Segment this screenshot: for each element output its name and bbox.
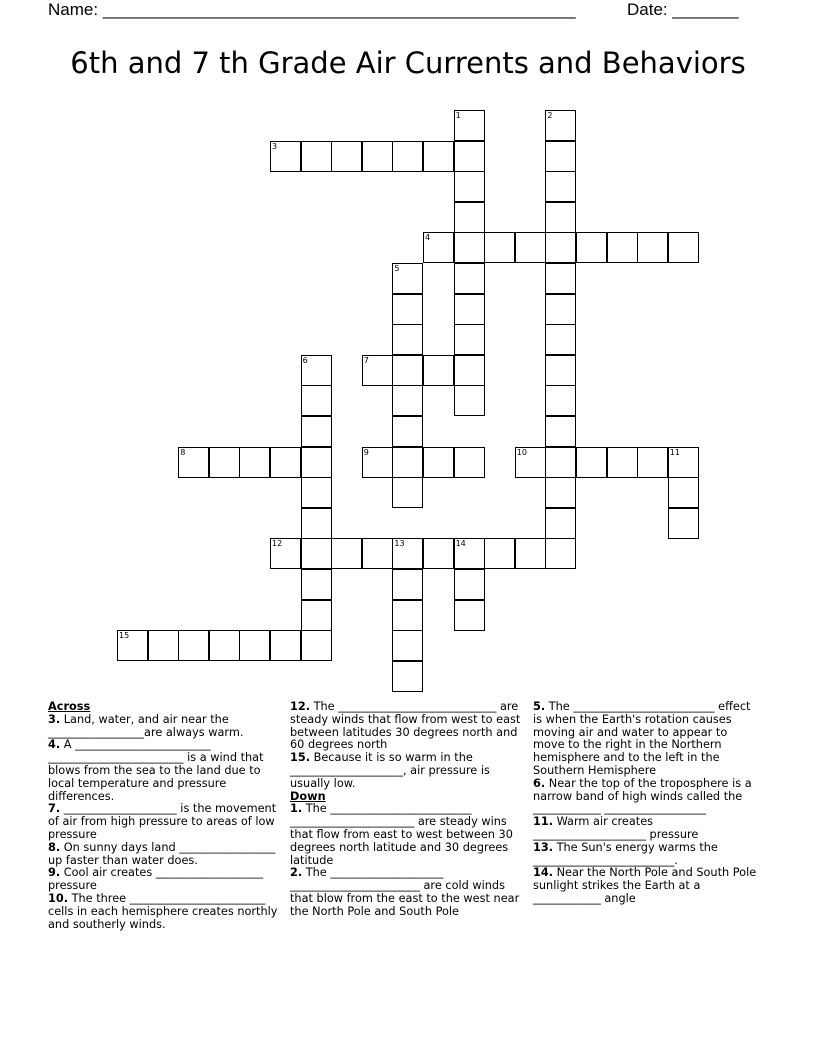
grid-cell[interactable] bbox=[392, 538, 423, 569]
grid-cell[interactable] bbox=[668, 232, 699, 263]
grid-cell[interactable] bbox=[423, 538, 454, 569]
grid-cell[interactable] bbox=[392, 569, 423, 600]
grid-cell[interactable] bbox=[515, 538, 546, 569]
clue-down-2: 2. The ____________________ _______________________ are cold winds that blow from the east to the west near the North Pole and South Pole bbox=[290, 866, 520, 918]
grid-cell[interactable] bbox=[576, 447, 607, 478]
grid-cell[interactable] bbox=[484, 538, 515, 569]
grid-cell[interactable] bbox=[668, 477, 699, 508]
grid-cell[interactable] bbox=[545, 508, 576, 539]
grid-cell[interactable] bbox=[454, 600, 485, 631]
grid-cell[interactable] bbox=[392, 477, 423, 508]
grid-cell[interactable] bbox=[454, 232, 485, 263]
grid-cell[interactable] bbox=[545, 263, 576, 294]
clue-across-10: 10. The three ________________________ cells in each hemisphere creates northly and southerly winds. bbox=[48, 891, 278, 931]
name-blank[interactable]: __________________________________________________ bbox=[102, 0, 576, 19]
clue-number: 8 bbox=[180, 447, 186, 457]
date-label: Date: bbox=[627, 0, 668, 19]
grid-cell[interactable] bbox=[668, 447, 699, 478]
clue-number: 4 bbox=[425, 233, 431, 243]
grid-cell[interactable] bbox=[545, 171, 576, 202]
grid-cell[interactable] bbox=[454, 141, 485, 172]
clue-number: 1 bbox=[455, 111, 461, 120]
grid-cell[interactable] bbox=[423, 447, 454, 478]
grid-cell[interactable] bbox=[178, 630, 209, 661]
grid-cell[interactable] bbox=[545, 294, 576, 325]
clue-number: 13 bbox=[394, 539, 405, 549]
grid-cell[interactable] bbox=[301, 355, 332, 386]
grid-cell[interactable] bbox=[392, 141, 423, 172]
clue-down-5: 5. The _________________________ effect is when the Earth's rotation causes moving air and water to appear to move to the right in the Northern hemisphere and to the left in the Southern Hemisphere bbox=[533, 700, 751, 777]
grid-cell[interactable] bbox=[454, 447, 485, 478]
grid-cell[interactable] bbox=[545, 202, 576, 233]
grid-cell[interactable] bbox=[301, 447, 332, 478]
grid-cell[interactable] bbox=[209, 630, 240, 661]
grid-cell[interactable] bbox=[392, 630, 423, 661]
grid-cell[interactable] bbox=[545, 447, 576, 478]
clue-down-14: 14. Near the North Pole and South Pole sunlight strikes the Earth at a ____________ angle bbox=[533, 866, 757, 905]
across-heading: Across bbox=[48, 700, 91, 713]
clue-number: 7 bbox=[363, 355, 369, 365]
grid-cell[interactable] bbox=[392, 600, 423, 631]
grid-cell[interactable] bbox=[545, 477, 576, 508]
grid-cell[interactable] bbox=[545, 416, 576, 447]
down-heading: Down bbox=[290, 789, 326, 803]
grid-cell[interactable] bbox=[545, 232, 576, 263]
grid-cell[interactable] bbox=[270, 538, 301, 569]
clue-number: 12 bbox=[272, 539, 283, 549]
grid-cell[interactable] bbox=[392, 263, 423, 294]
grid-cell[interactable] bbox=[484, 232, 515, 263]
name-label: Name: bbox=[48, 0, 99, 19]
grid-cell[interactable] bbox=[301, 385, 332, 416]
clue-down-1: 1. The _________________________ ______________________ are steady wins that flow from east to west between 30 degrees north latitude and 30 degrees latitude bbox=[290, 802, 513, 867]
clue-number: 2 bbox=[547, 111, 553, 120]
clue-across-7: 7. ____________________ is the movement of air from high pressure to areas of low pressure bbox=[48, 802, 277, 841]
clue-number: 6 bbox=[302, 355, 308, 365]
grid-cell[interactable] bbox=[454, 324, 485, 355]
grid-cell[interactable] bbox=[668, 508, 699, 539]
grid-cell[interactable] bbox=[545, 355, 576, 386]
grid-cell[interactable] bbox=[270, 630, 301, 661]
clue-number: 10 bbox=[516, 447, 527, 457]
grid-cell[interactable] bbox=[545, 141, 576, 172]
grid-cell[interactable] bbox=[117, 630, 148, 661]
clue-across-12: 12. The ____________________________ are steady winds that flow from west to east between latitudes 30 degrees north and 60 degrees north bbox=[290, 700, 521, 752]
grid-cell[interactable] bbox=[301, 630, 332, 661]
grid-cell[interactable] bbox=[331, 538, 362, 569]
grid-cell[interactable] bbox=[392, 324, 423, 355]
grid-cell[interactable] bbox=[423, 355, 454, 386]
grid-cell[interactable] bbox=[392, 355, 423, 386]
clues-column-1 bbox=[48, 701, 284, 931]
grid-cell[interactable] bbox=[148, 630, 179, 661]
clue-across-15: 15. Because it is so warm in the ____________________, air pressure is usually low. bbox=[290, 751, 490, 790]
clue-number: 3 bbox=[272, 141, 278, 151]
grid-cell[interactable] bbox=[178, 447, 209, 478]
clue-number: 15 bbox=[119, 631, 130, 641]
grid-cell[interactable] bbox=[545, 110, 576, 141]
clue-number: 11 bbox=[669, 447, 680, 457]
grid-cell[interactable] bbox=[209, 447, 240, 478]
grid-cell[interactable] bbox=[454, 569, 485, 600]
grid-cell[interactable] bbox=[392, 447, 423, 478]
grid-cell[interactable] bbox=[362, 538, 393, 569]
grid-cell[interactable] bbox=[545, 538, 576, 569]
grid-cell[interactable] bbox=[454, 355, 485, 386]
puzzle-title: 6th and 7 th Grade Air Currents and Behaviors bbox=[70, 46, 746, 80]
clue-down-13: 13. The Sun's energy warms the _________________________. bbox=[533, 840, 718, 867]
grid-cell[interactable] bbox=[423, 141, 454, 172]
grid-cell[interactable] bbox=[545, 385, 576, 416]
clue-down-11: 11. Warm air creates ____________________ pressure bbox=[533, 815, 699, 841]
grid-cell[interactable] bbox=[392, 294, 423, 325]
grid-cell[interactable] bbox=[545, 324, 576, 355]
clue-across-8: 8. On sunny days land _________________ up faster than water does. bbox=[48, 840, 276, 867]
clues-column-3 bbox=[533, 701, 761, 906]
grid-cell[interactable] bbox=[362, 141, 393, 172]
grid-cell[interactable] bbox=[454, 202, 485, 233]
grid-cell[interactable] bbox=[423, 232, 454, 263]
grid-cell[interactable] bbox=[301, 508, 332, 539]
grid-cell[interactable] bbox=[392, 416, 423, 447]
grid-cell[interactable] bbox=[454, 263, 485, 294]
grid-cell[interactable] bbox=[392, 661, 423, 692]
clue-across-4: 4. A ________________________ ________________________ is a wind that blows from the sea to the land due to local temperature and pressure differences. bbox=[48, 738, 264, 803]
grid-cell[interactable] bbox=[301, 569, 332, 600]
grid-cell[interactable] bbox=[362, 447, 393, 478]
clues-column-2 bbox=[290, 701, 526, 919]
grid-cell[interactable] bbox=[515, 447, 546, 478]
clue-across-9: 9. Cool air creates ___________________ pressure bbox=[48, 866, 264, 893]
grid-cell[interactable] bbox=[301, 538, 332, 569]
grid-cell[interactable] bbox=[270, 447, 301, 478]
grid-cell[interactable] bbox=[607, 232, 638, 263]
grid-cell[interactable] bbox=[576, 232, 607, 263]
clue-down-6: 6. Near the top of the troposphere is a narrow band of high winds called the ____________ __________________ bbox=[533, 776, 752, 816]
grid-cell[interactable] bbox=[454, 110, 485, 141]
grid-cell[interactable] bbox=[239, 630, 270, 661]
grid-cell[interactable] bbox=[454, 294, 485, 325]
grid-cell[interactable] bbox=[637, 232, 668, 263]
grid-cell[interactable] bbox=[239, 447, 270, 478]
grid-cell[interactable] bbox=[301, 600, 332, 631]
clue-number: 9 bbox=[363, 447, 369, 457]
clue-across-3: 3. Land, water, and air near the _________________are always warm. bbox=[48, 712, 244, 739]
grid-cell[interactable] bbox=[607, 447, 638, 478]
clue-number: 5 bbox=[394, 264, 400, 273]
grid-cell[interactable] bbox=[270, 141, 301, 172]
grid-cell[interactable] bbox=[454, 385, 485, 416]
grid-cell[interactable] bbox=[637, 447, 668, 478]
grid-cell[interactable] bbox=[454, 171, 485, 202]
clue-number: 14 bbox=[455, 539, 466, 549]
grid-cell[interactable] bbox=[362, 355, 393, 386]
grid-cell[interactable] bbox=[392, 385, 423, 416]
grid-cell[interactable] bbox=[331, 141, 362, 172]
grid-cell[interactable] bbox=[301, 477, 332, 508]
grid-cell[interactable] bbox=[301, 141, 332, 172]
grid-cell[interactable] bbox=[301, 416, 332, 447]
grid-cell[interactable] bbox=[454, 538, 485, 569]
grid-cell[interactable] bbox=[515, 232, 546, 263]
date-blank[interactable]: _______ bbox=[672, 0, 739, 19]
